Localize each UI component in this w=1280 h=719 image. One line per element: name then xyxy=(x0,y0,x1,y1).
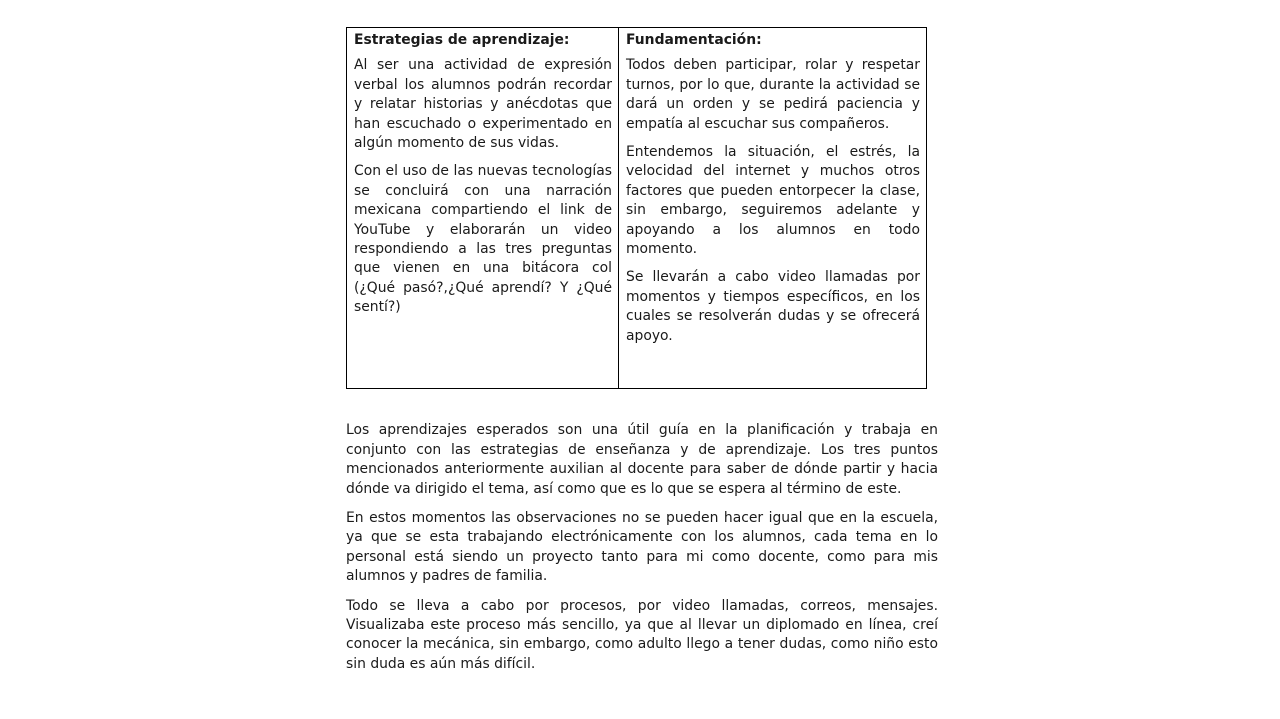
strategies-table xyxy=(346,27,927,389)
table-body-row xyxy=(347,53,927,389)
rationale-paragraph: Todos deben participar, rolar y respetar turnos, por lo que, durante la actividad se dará un orden y se pedirá paciencia y empatía al escuchar sus compañeros. xyxy=(626,57,920,132)
rationale-cell xyxy=(619,53,927,389)
body-text xyxy=(346,421,938,674)
body-paragraph: En estos momentos las observaciones no se pueden hacer igual que en la escuela, ya que se esta trabajando electrónicamente con los alumnos, cada tema en lo personal está siendo un proyecto tanto para mi como docente, como para mis alumnos y padres de familia. xyxy=(346,510,938,585)
table-header-row xyxy=(347,28,927,54)
right-column-header: Fundamentación: xyxy=(619,28,927,54)
rationale-paragraph: Entendemos la situación, el estrés, la velocidad del internet y muchos otros factores que pueden entorpecer la clase, sin embargo, seguiremos adelante y apoyando a los alumnos en todo momento. xyxy=(626,144,920,258)
rationale-paragraph: Se llevarán a cabo video llamadas por momentos y tiempos específicos, en los cuales se resolverán dudas y se ofrecerá apoyo. xyxy=(626,269,920,344)
strategy-paragraph: Con el uso de las nuevas tecnologías se concluirá con una narración mexicana compartiendo el link de YouTube y elaborarán un video respondiendo a las tres preguntas que vienen en una bitácora col (¿Qué pasó?,¿Qué aprendí? Y ¿Qué sentí?) xyxy=(354,163,612,316)
body-paragraph: Todo se lleva a cabo por procesos, por video llamadas, correos, mensajes. Visualizaba este proceso más sencillo, ya que al llevar un diplomado en línea, creí conocer la mecánica, sin embargo, como adulto llego a tener dudas, como niño esto sin duda es aún más difícil. xyxy=(346,597,938,672)
strategy-paragraph: Al ser una actividad de expresión verbal los alumnos podrán recordar y relatar historias y anécdotas que han escuchado o experimentado en algún momento de sus vidas. xyxy=(354,57,612,152)
document-page xyxy=(346,27,938,684)
left-column-header: Estrategias de aprendizaje: xyxy=(347,28,619,54)
body-paragraph: Los aprendizajes esperados son una útil guía en la planificación y trabaja en conjunto con las estrategias de enseñanza y de aprendizaje. Los tres puntos mencionados anteriormente auxilian al docente para saber de dónde partir y hacia dónde va dirigido el tema, así como que es lo que se espera al término de este. xyxy=(346,422,938,497)
learning-strategies-cell xyxy=(347,53,619,389)
